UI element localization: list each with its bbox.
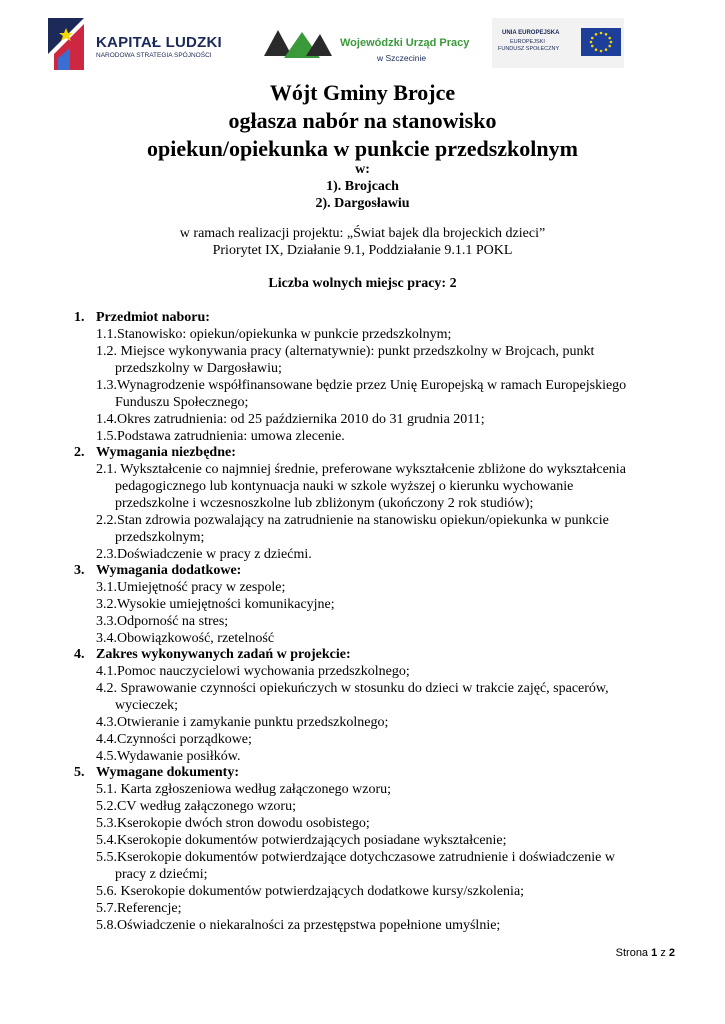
list-item: 5.3.Kserokopie dwóch stron dowodu osobistego; (96, 816, 370, 831)
list-item: 5.5.Kserokopie dokumentów potwierdzające dotychczasowe zatrudnienie i doświadczenie w pracy z dziećmi; (96, 850, 615, 882)
list-item: 3.2.Wysokie umiejętności komunikacyjne; (96, 597, 335, 612)
header-logos (40, 14, 690, 74)
section-number: 1. (74, 310, 85, 325)
project-line-2: Priorytet IX, Działanie 9.1, Poddziałanie 9.1.1 POKL (212, 243, 513, 258)
list-item: 3.4.Obowiązkowość, rzetelność (96, 631, 275, 646)
list-item: 1.3.Wynagrodzenie współfinansowane będzie przez Unię Europejską w ramach Europejskiego Funduszu Społecznego; (96, 378, 627, 410)
wup-title: Wojewódzki Urząd Pracy (340, 37, 470, 49)
list-item: 5.2.CV według załączonego wzoru; (96, 799, 296, 814)
list-item: 2.2.Stan zdrowia pozwalający na zatrudnienie na stanowisku opiekun/opiekunka w punkcie przedszkolnym; (96, 513, 609, 545)
project-line-1: w ramach realizacji projektu: „Świat bajek dla brojeckich dzieci” (179, 226, 546, 241)
section-title: Wymagania dodatkowe: (96, 563, 242, 578)
title-line-2: ogłasza nabór na stanowisko (228, 108, 497, 133)
list-item: 1.4.Okres zatrudnienia: od 25 października 2010 do 31 grudnia 2011; (96, 412, 485, 427)
title-place-1: 1). Brojcach (326, 179, 399, 194)
list-item: 1.2. Miejsce wykonywania pracy (alternatywnie): punkt przedszkolny w Brojcach, punkt przedszkolny w Dargosławiu; (96, 344, 595, 376)
list-item: 4.1.Pomoc nauczycielowi wychowania przedszkolnego; (96, 664, 410, 679)
page-of: z (660, 947, 666, 959)
section-title: Przedmiot naboru: (96, 310, 210, 325)
kapital-ludzki-subtitle: NARODOWA STRATEGIA SPÓJNOŚCI (96, 52, 212, 59)
page-label: Strona (615, 947, 649, 959)
list-item: 5.4.Kserokopie dokumentów potwierdzających posiadane wykształcenie; (96, 833, 507, 848)
list-item: 4.3.Otwieranie i zamykanie punktu przedszkolnego; (96, 715, 389, 730)
title-w: w: (355, 162, 370, 177)
eu-subtitle-1: EUROPEJSKI (510, 39, 545, 45)
list-item: 5.6. Kserokopie dokumentów potwierdzających dodatkowe kursy/szkolenia; (96, 884, 525, 899)
list-item: 3.1.Umiejętność pracy w zespole; (96, 580, 286, 595)
list-item: 3.3.Odporność na stres; (96, 614, 229, 629)
section-title: Wymagane dokumenty: (96, 765, 239, 780)
title-place-2: 2). Dargosławiu (315, 196, 410, 211)
list-item: 1.1.Stanowisko: opiekun/opiekunka w punkcie przedszkolnym; (96, 327, 452, 342)
eu-logo (492, 18, 624, 68)
title-line-3: opiekun/opiekunka w punkcie przedszkolnym (147, 136, 578, 161)
eu-title: UNIA EUROPEJSKA (502, 30, 560, 36)
kapital-ludzki-emblem-icon (44, 14, 92, 74)
list-item: 1.5.Podstawa zatrudnienia: umowa zlecenie. (96, 429, 345, 444)
list-item: 5.7.Referencje; (96, 901, 182, 916)
list-item: 5.8.Oświadczenie o niekaralności za przestępstwa popełnione umyślnie; (96, 918, 501, 933)
total-pages: 2 (668, 947, 675, 959)
page-counter (560, 947, 675, 959)
list-item: 4.2. Sprawowanie czynności opiekuńczych w stosunku do dzieci w trakcie zajęć, spacerów, wycieczek; (96, 681, 609, 713)
list-item: 5.1. Karta zgłoszeniowa według załączonego wzoru; (96, 782, 392, 797)
section-number: 3. (74, 563, 85, 578)
kapital-ludzki-title: KAPITAŁ LUDZKI (96, 34, 222, 51)
eu-subtitle-2: FUNDUSZ SPOŁECZNY (498, 46, 560, 52)
eu-flag-icon (581, 28, 621, 56)
section-number: 2. (74, 445, 85, 460)
section-number: 4. (74, 647, 85, 662)
wup-subtitle: w Szczecinie (377, 53, 427, 63)
kapital-ludzki-logo (44, 14, 244, 74)
list-item: 4.5.Wydawanie posiłków. (96, 749, 241, 764)
vacancies: Liczba wolnych miejsc pracy: 2 (268, 276, 457, 291)
section-title: Wymagania niezbędne: (96, 445, 236, 460)
section-title: Zakres wykonywanych zadań w projekcie: (96, 647, 351, 662)
wup-emblem-icon (262, 26, 334, 62)
title-line-1: Wójt Gminy Brojce (269, 80, 456, 105)
list-item: 2.3.Doświadczenie w pracy z dziećmi. (96, 547, 312, 562)
list-item: 2.1. Wykształcenie co najmniej średnie, preferowane wykształcenie zbliżone do wykształcenia pedagogicznego lub kontynuacja nauki w szkole wyższej o kierunku wychowanie przedszkolne i wczesnoszkolne lub zbliżonym (ukończony 2 rok studiów); (96, 462, 626, 511)
wup-logo (262, 26, 492, 66)
current-page: 1 (651, 947, 658, 959)
list-item: 4.4.Czynności porządkowe; (96, 732, 252, 747)
section-number: 5. (74, 765, 85, 780)
